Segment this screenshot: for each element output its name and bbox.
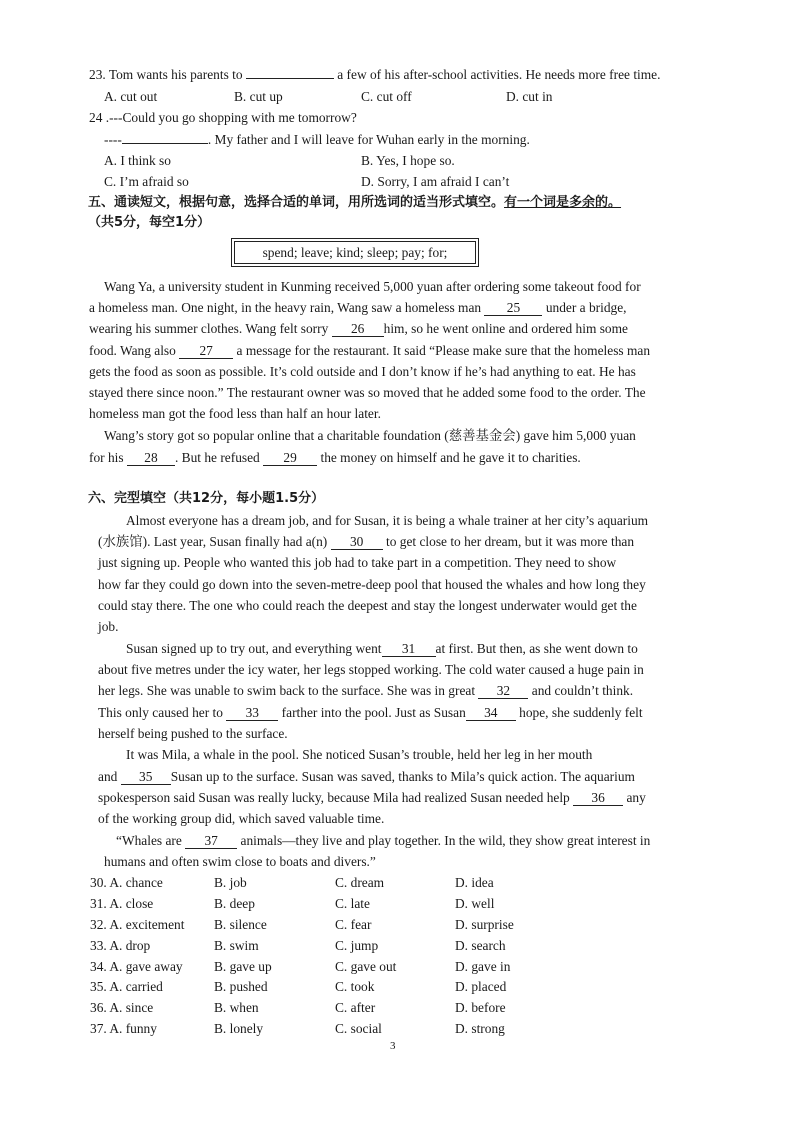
section5-points: （共5分，每空1分） (88, 215, 211, 230)
s6-line-10-mid: farther into the pool. Just as Susan (281, 705, 466, 720)
s6-line-1: Almost everyone has a dream job, and for Susan, it is being a whale trainer at her city’s aquarium (126, 513, 649, 528)
q33-option-c[interactable]: C. jump (335, 938, 379, 953)
q23-stem-pre: 23. Tom wants his parents to (89, 67, 243, 82)
blank-34[interactable]: 34 (466, 705, 516, 721)
s6-line-11: herself being pushed to the surface. (98, 726, 288, 741)
s5-line-3 (89, 320, 628, 338)
q36-option-b[interactable]: B. when (214, 1000, 259, 1015)
q35-option-c[interactable]: C. took (335, 979, 375, 994)
q31-option-d[interactable]: D. well (455, 896, 495, 911)
blank-30[interactable]: 30 (331, 534, 383, 550)
s6-line-2 (98, 533, 634, 551)
s6-line-10-text: This only caused her to (98, 705, 223, 720)
q31-option-a[interactable]: 31. A. close (90, 896, 154, 911)
s5-line-2 (89, 299, 627, 317)
s6-line-14-post: any (626, 790, 646, 805)
s5-line-9-mid: . But he refused (174, 450, 260, 465)
q35-option-d[interactable]: D. placed (455, 979, 507, 994)
q23-stem-post: a few of his after-school activities. He needs more free time. (337, 67, 661, 82)
s5-line-9-text: for his (89, 450, 124, 465)
q32-option-c[interactable]: C. fear (335, 917, 372, 932)
section5-title (88, 194, 621, 212)
q23-option-a[interactable]: A. cut out (104, 89, 158, 104)
s6-line-16 (116, 832, 650, 850)
blank-27[interactable]: 27 (179, 343, 233, 359)
s6-line-9 (98, 682, 633, 700)
q24-option-a[interactable]: A. I think so (104, 153, 171, 168)
blank-36[interactable]: 36 (573, 790, 623, 806)
s6-line-17: humans and often swim close to boats and divers.” (104, 854, 376, 869)
blank-26[interactable]: 26 (332, 321, 384, 337)
s5-line-4-post: a message for the restaurant. It said “Please make sure that the homeless man (236, 343, 651, 358)
q24-option-b[interactable]: B. Yes, I hope so. (361, 153, 455, 168)
q37-option-a[interactable]: 37. A. funny (90, 1021, 157, 1036)
q36-option-d[interactable]: D. before (455, 1000, 506, 1015)
s5-line-4 (89, 342, 650, 360)
q36-option-c[interactable]: C. after (335, 1000, 376, 1015)
blank-29[interactable]: 29 (263, 450, 317, 466)
q24-option-c[interactable]: C. I’m afraid so (104, 174, 189, 189)
s6-line-16-text: “Whales are (116, 833, 182, 848)
q32-option-a[interactable]: 32. A. excitement (90, 917, 185, 932)
q24-reply-post: . My father and I will leave for Wuhan early in the morning. (207, 132, 530, 147)
q31-option-c[interactable]: C. late (335, 896, 370, 911)
q23-option-c[interactable]: C. cut off (361, 89, 412, 104)
q34-option-b[interactable]: B. gave up (214, 959, 272, 974)
q24-answer-blank[interactable] (122, 143, 208, 144)
q37-option-d[interactable]: D. strong (455, 1021, 505, 1036)
q30-option-d[interactable]: D. idea (455, 875, 494, 890)
s5-line-3-post: him, so he went online and ordered him some (383, 321, 628, 336)
s5-line-7: homeless man got the food less than half an hour later. (89, 406, 381, 421)
s6-line-13-text: and (98, 769, 118, 784)
blank-25[interactable]: 25 (484, 300, 542, 316)
s6-line-14 (98, 789, 646, 807)
s5-line-6: stayed there since noon.” The restaurant owner was so moved that he added some food to the order. The (89, 385, 646, 400)
s6-line-3: just signing up. People who wanted this job had to take part in a competition. They need to show (98, 555, 617, 570)
s6-line-10 (98, 704, 643, 722)
q33-option-a[interactable]: 33. A. drop (90, 938, 151, 953)
section6-title: 六、完型填空（共12分，每小题1.5分） (88, 491, 325, 506)
s6-line-12: It was Mila, a whale in the pool. She noticed Susan’s trouble, held her leg in her mouth (126, 747, 593, 762)
s6-line-7 (126, 640, 638, 658)
q31-option-b[interactable]: B. deep (214, 896, 255, 911)
page-number: 3 (390, 1040, 396, 1052)
s6-line-2-text: (水族馆). Last year, Susan finally had a(n) (98, 534, 328, 549)
q35-option-a[interactable]: 35. A. carried (90, 979, 163, 994)
s6-line-8: about five metres under the icy water, her legs stopped working. The cold water caused a huge pain in (98, 662, 644, 677)
s5-line-8: Wang’s story got so popular online that a charitable foundation (慈善基金会) gave him 5,000 yuan (104, 428, 636, 443)
q34-option-a[interactable]: 34. A. gave away (90, 959, 183, 974)
q24-stem: 24 .---Could you go shopping with me tomorrow? (89, 110, 357, 125)
word-bank-box: spend; leave; kind; sleep; pay; for; (231, 238, 479, 267)
s6-line-15: of the working group did, which saved valuable time. (98, 811, 385, 826)
s6-line-2-post: to get close to her dream, but it was more than (386, 534, 635, 549)
section5-title-note: 有一个词是多余的。 (504, 195, 622, 210)
s5-line-3-text: wearing his summer clothes. Wang felt sorry (89, 321, 329, 336)
s5-line-9-post: the money on himself and he gave it to charities. (320, 450, 581, 465)
blank-37[interactable]: 37 (185, 833, 237, 849)
blank-33[interactable]: 33 (226, 705, 278, 721)
s6-line-4: how far they could go down into the seven-metre-deep pool that housed the whales and how long they (98, 577, 646, 592)
q23-stem (89, 66, 660, 84)
q23-answer-blank[interactable] (246, 78, 334, 79)
q30-option-b[interactable]: B. job (214, 875, 247, 890)
q24-option-d[interactable]: D. Sorry, I am afraid I can’t (361, 174, 510, 189)
q23-option-b[interactable]: B. cut up (234, 89, 283, 104)
s6-line-9-post: and couldn’t think. (531, 683, 634, 698)
s5-line-9 (89, 449, 581, 467)
blank-35[interactable]: 35 (121, 769, 171, 785)
s5-line-5: gets the food as soon as possible. It’s cold outside and I don’t know if he’s had anything to eat. He has (89, 364, 636, 379)
s6-line-16-post: animals—they live and play together. In the wild, they show great interest in (240, 833, 651, 848)
blank-32[interactable]: 32 (478, 683, 528, 699)
q36-option-a[interactable]: 36. A. since (90, 1000, 154, 1015)
s6-line-7-post: at first. But then, as she went down to (435, 641, 638, 656)
s6-line-6: job. (98, 619, 119, 634)
s6-line-14-text: spokesperson said Susan was really lucky, because Mila had realized Susan needed help (98, 790, 570, 805)
q34-option-c[interactable]: C. gave out (335, 959, 397, 974)
q30-option-c[interactable]: C. dream (335, 875, 385, 890)
q23-option-d[interactable]: D. cut in (506, 89, 553, 104)
s5-line-1: Wang Ya, a university student in Kunming received 5,000 yuan after ordering some takeout food for (104, 279, 641, 294)
s6-line-7-text: Susan signed up to try out, and everything went (126, 641, 382, 656)
q35-option-b[interactable]: B. pushed (214, 979, 268, 994)
s6-line-5: could stay there. The one who could reach the deepest and stay the longest underwater would get the (98, 598, 637, 613)
q37-option-c[interactable]: C. social (335, 1021, 382, 1036)
s6-line-9-text: her legs. She was unable to swim back to the surface. She was in great (98, 683, 476, 698)
s6-line-13-post: Susan up to the surface. Susan was saved, thanks to Mila’s quick action. The aquarium (170, 769, 635, 784)
q24-reply-pre: ---- (104, 132, 122, 147)
q34-option-d[interactable]: D. gave in (455, 959, 511, 974)
s6-line-13 (98, 768, 635, 786)
blank-31[interactable]: 31 (382, 641, 436, 657)
q33-option-b[interactable]: B. swim (214, 938, 259, 953)
s6-line-10-post: hope, she suddenly felt (519, 705, 643, 720)
q30-option-a[interactable]: 30. A. chance (90, 875, 163, 890)
q32-option-d[interactable]: D. surprise (455, 917, 514, 932)
blank-28[interactable]: 28 (127, 450, 175, 466)
q32-option-b[interactable]: B. silence (214, 917, 267, 932)
section5-title-main: 五、通读短文，根据句意，选择合适的单词，用所选词的适当形式填空。 (88, 195, 505, 210)
s5-line-2-post: under a bridge, (545, 300, 627, 315)
s5-line-4-text: food. Wang also (89, 343, 176, 358)
q37-option-b[interactable]: B. lonely (214, 1021, 264, 1036)
q24-reply (104, 131, 530, 149)
q33-option-d[interactable]: D. search (455, 938, 506, 953)
s5-line-2-text: a homeless man. One night, in the heavy rain, Wang saw a homeless man (89, 300, 482, 315)
